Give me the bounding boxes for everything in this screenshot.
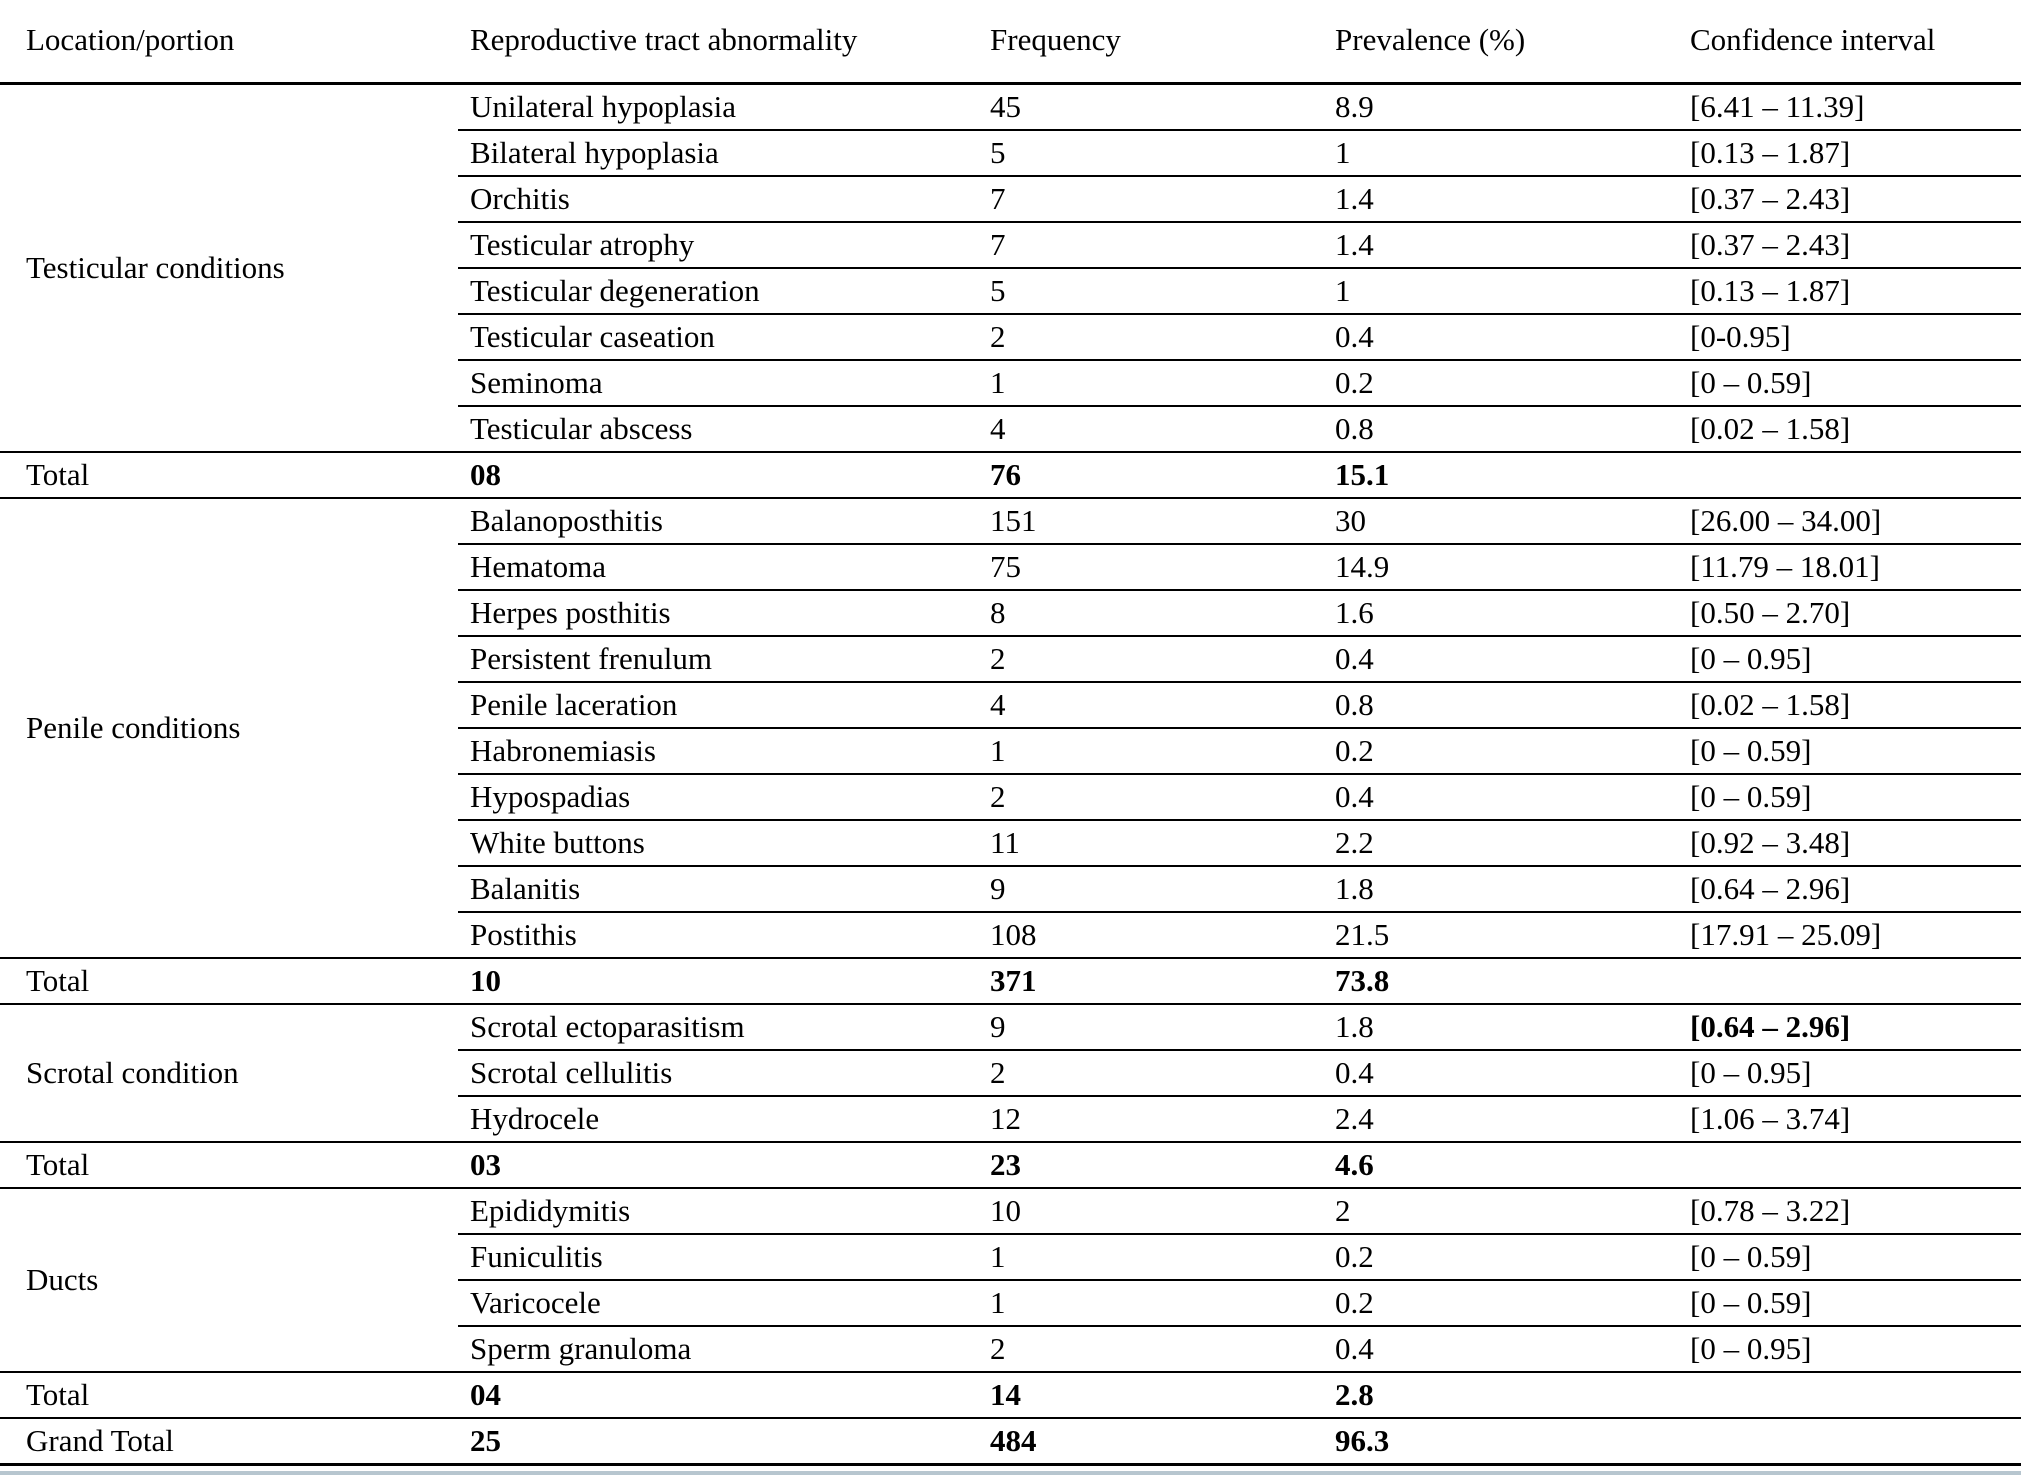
frequency-cell: 9 xyxy=(978,866,1323,912)
abnormality-cell: Scrotal cellulitis xyxy=(458,1050,978,1096)
prevalence-cell: 1.4 xyxy=(1323,176,1678,222)
abnormality-cell: Testicular degeneration xyxy=(458,268,978,314)
prevalence-cell: 21.5 xyxy=(1323,912,1678,958)
prevalence-cell: 0.4 xyxy=(1323,314,1678,360)
frequency-cell: 1 xyxy=(978,1234,1323,1280)
total-frequency-cell: 76 xyxy=(978,452,1323,498)
confidence-interval-cell: [0.37 – 2.43] xyxy=(1678,176,2021,222)
total-row xyxy=(0,958,2021,1004)
total-confidence-interval-cell xyxy=(1678,452,2021,498)
confidence-interval-cell: [0.13 – 1.87] xyxy=(1678,268,2021,314)
confidence-interval-cell: [1.06 – 3.74] xyxy=(1678,1096,2021,1142)
confidence-interval-cell: [0.02 – 1.58] xyxy=(1678,682,2021,728)
location-cell: Testicular conditions xyxy=(0,84,458,453)
abnormality-cell: Varicocele xyxy=(458,1280,978,1326)
total-confidence-interval-cell xyxy=(1678,1372,2021,1418)
frequency-cell: 4 xyxy=(978,682,1323,728)
confidence-interval-cell: [0-0.95] xyxy=(1678,314,2021,360)
confidence-interval-cell: [0 – 0.95] xyxy=(1678,1050,2021,1096)
header-frequency: Frequency xyxy=(978,0,1323,84)
grand-total-frequency-cell: 484 xyxy=(978,1418,1323,1465)
confidence-interval-cell: [0 – 0.59] xyxy=(1678,774,2021,820)
confidence-interval-cell: [0 – 0.95] xyxy=(1678,636,2021,682)
total-frequency-cell: 371 xyxy=(978,958,1323,1004)
frequency-cell: 12 xyxy=(978,1096,1323,1142)
confidence-interval-cell: [26.00 – 34.00] xyxy=(1678,498,2021,544)
prevalence-cell: 30 xyxy=(1323,498,1678,544)
total-label-cell: Total xyxy=(0,1372,458,1418)
total-prevalence-cell: 2.8 xyxy=(1323,1372,1678,1418)
abnormality-cell: Testicular abscess xyxy=(458,406,978,452)
frequency-cell: 7 xyxy=(978,222,1323,268)
prevalence-cell: 1 xyxy=(1323,130,1678,176)
total-frequency-cell: 23 xyxy=(978,1142,1323,1188)
confidence-interval-cell: [0 – 0.59] xyxy=(1678,1280,2021,1326)
page-bottom-divider xyxy=(0,1471,2021,1475)
abnormality-cell: Testicular atrophy xyxy=(458,222,978,268)
prevalence-cell: 0.8 xyxy=(1323,682,1678,728)
frequency-cell: 11 xyxy=(978,820,1323,866)
total-count-cell: 03 xyxy=(458,1142,978,1188)
grand-total-prevalence-cell: 96.3 xyxy=(1323,1418,1678,1465)
frequency-cell: 2 xyxy=(978,1050,1323,1096)
frequency-cell: 7 xyxy=(978,176,1323,222)
abnormality-cell: Scrotal ectoparasitism xyxy=(458,1004,978,1050)
prevalence-cell: 2 xyxy=(1323,1188,1678,1234)
prevalence-cell: 0.4 xyxy=(1323,636,1678,682)
frequency-cell: 2 xyxy=(978,636,1323,682)
total-row xyxy=(0,1142,2021,1188)
table-row xyxy=(0,84,2021,131)
frequency-cell: 9 xyxy=(978,1004,1323,1050)
total-label-cell: Total xyxy=(0,1142,458,1188)
confidence-interval-cell: [0.78 – 3.22] xyxy=(1678,1188,2021,1234)
grand-total-count-cell: 25 xyxy=(458,1418,978,1465)
total-label-cell: Total xyxy=(0,452,458,498)
prevalence-cell: 0.4 xyxy=(1323,1326,1678,1372)
prevalence-cell: 14.9 xyxy=(1323,544,1678,590)
header-row xyxy=(0,0,2021,84)
total-row xyxy=(0,1372,2021,1418)
frequency-cell: 2 xyxy=(978,774,1323,820)
frequency-cell: 108 xyxy=(978,912,1323,958)
frequency-cell: 8 xyxy=(978,590,1323,636)
confidence-interval-cell: [6.41 – 11.39] xyxy=(1678,84,2021,131)
prevalence-cell: 0.4 xyxy=(1323,1050,1678,1096)
prevalence-cell: 1.8 xyxy=(1323,866,1678,912)
abnormality-cell: Postithis xyxy=(458,912,978,958)
abnormality-cell: Epididymitis xyxy=(458,1188,978,1234)
confidence-interval-cell: [0.64 – 2.96] xyxy=(1678,866,2021,912)
prevalence-cell: 0.2 xyxy=(1323,728,1678,774)
prevalence-cell: 1 xyxy=(1323,268,1678,314)
total-confidence-interval-cell xyxy=(1678,958,2021,1004)
frequency-cell: 1 xyxy=(978,1280,1323,1326)
confidence-interval-cell: [0.02 – 1.58] xyxy=(1678,406,2021,452)
abnormality-cell: Hematoma xyxy=(458,544,978,590)
location-cell: Scrotal condition xyxy=(0,1004,458,1142)
confidence-interval-cell: [17.91 – 25.09] xyxy=(1678,912,2021,958)
location-cell: Ducts xyxy=(0,1188,458,1372)
grand-total-label-cell: Grand Total xyxy=(0,1418,458,1465)
total-label-cell: Total xyxy=(0,958,458,1004)
abnormality-cell: Hydrocele xyxy=(458,1096,978,1142)
prevalence-cell: 0.2 xyxy=(1323,1280,1678,1326)
table-body xyxy=(0,84,2021,1465)
abnormality-cell: Hypospadias xyxy=(458,774,978,820)
total-row xyxy=(0,452,2021,498)
abnormality-cell: Penile laceration xyxy=(458,682,978,728)
confidence-interval-cell: [0.50 – 2.70] xyxy=(1678,590,2021,636)
header-prevalence: Prevalence (%) xyxy=(1323,0,1678,84)
header-location-portion: Location/portion xyxy=(0,0,458,84)
table-row xyxy=(0,498,2021,544)
frequency-cell: 2 xyxy=(978,314,1323,360)
total-count-cell: 04 xyxy=(458,1372,978,1418)
confidence-interval-cell: [0 – 0.59] xyxy=(1678,728,2021,774)
abnormality-cell: Bilateral hypoplasia xyxy=(458,130,978,176)
frequency-cell: 5 xyxy=(978,130,1323,176)
prevalence-cell: 2.2 xyxy=(1323,820,1678,866)
frequency-cell: 1 xyxy=(978,360,1323,406)
prevalence-cell: 0.4 xyxy=(1323,774,1678,820)
total-confidence-interval-cell xyxy=(1678,1142,2021,1188)
abnormality-cell: Persistent frenulum xyxy=(458,636,978,682)
abnormality-cell: Seminoma xyxy=(458,360,978,406)
abnormality-cell: Balanoposthitis xyxy=(458,498,978,544)
confidence-interval-cell: [0.64 – 2.96] xyxy=(1678,1004,2021,1050)
abnormality-cell: White buttons xyxy=(458,820,978,866)
header-confidence-interval: Confidence interval xyxy=(1678,0,2021,84)
total-count-cell: 08 xyxy=(458,452,978,498)
confidence-interval-cell: [0.37 – 2.43] xyxy=(1678,222,2021,268)
abnormality-cell: Orchitis xyxy=(458,176,978,222)
total-prevalence-cell: 15.1 xyxy=(1323,452,1678,498)
prevalence-cell: 0.8 xyxy=(1323,406,1678,452)
prevalence-cell: 2.4 xyxy=(1323,1096,1678,1142)
abnormality-cell: Unilateral hypoplasia xyxy=(458,84,978,131)
total-prevalence-cell: 4.6 xyxy=(1323,1142,1678,1188)
prevalence-cell: 1.8 xyxy=(1323,1004,1678,1050)
frequency-cell: 5 xyxy=(978,268,1323,314)
prevalence-cell: 0.2 xyxy=(1323,360,1678,406)
total-count-cell: 10 xyxy=(458,958,978,1004)
confidence-interval-cell: [0.92 – 3.48] xyxy=(1678,820,2021,866)
abnormality-cell: Herpes posthitis xyxy=(458,590,978,636)
location-cell: Penile conditions xyxy=(0,498,458,958)
total-prevalence-cell: 73.8 xyxy=(1323,958,1678,1004)
frequency-cell: 75 xyxy=(978,544,1323,590)
confidence-interval-cell: [11.79 – 18.01] xyxy=(1678,544,2021,590)
abnormality-cell: Sperm granuloma xyxy=(458,1326,978,1372)
confidence-interval-cell: [0 – 0.59] xyxy=(1678,1234,2021,1280)
grand-total-confidence-interval-cell xyxy=(1678,1418,2021,1465)
table-row xyxy=(0,1004,2021,1050)
grand-total-row xyxy=(0,1418,2021,1465)
confidence-interval-cell: [0.13 – 1.87] xyxy=(1678,130,2021,176)
frequency-cell: 45 xyxy=(978,84,1323,131)
confidence-interval-cell: [0 – 0.95] xyxy=(1678,1326,2021,1372)
prevalence-cell: 1.4 xyxy=(1323,222,1678,268)
abnormality-cell: Funiculitis xyxy=(458,1234,978,1280)
frequency-cell: 151 xyxy=(978,498,1323,544)
confidence-interval-cell: [0 – 0.59] xyxy=(1678,360,2021,406)
frequency-cell: 4 xyxy=(978,406,1323,452)
prevalence-cell: 8.9 xyxy=(1323,84,1678,131)
table-row xyxy=(0,1188,2021,1234)
frequency-cell: 2 xyxy=(978,1326,1323,1372)
prevalence-cell: 1.6 xyxy=(1323,590,1678,636)
frequency-cell: 1 xyxy=(978,728,1323,774)
prevalence-cell: 0.2 xyxy=(1323,1234,1678,1280)
abnormality-cell: Balanitis xyxy=(458,866,978,912)
frequency-cell: 10 xyxy=(978,1188,1323,1234)
abnormality-cell: Testicular caseation xyxy=(458,314,978,360)
abnormality-cell: Habronemiasis xyxy=(458,728,978,774)
header-reproductive-tract-abnormality: Reproductive tract abnormality xyxy=(458,0,978,84)
total-frequency-cell: 14 xyxy=(978,1372,1323,1418)
